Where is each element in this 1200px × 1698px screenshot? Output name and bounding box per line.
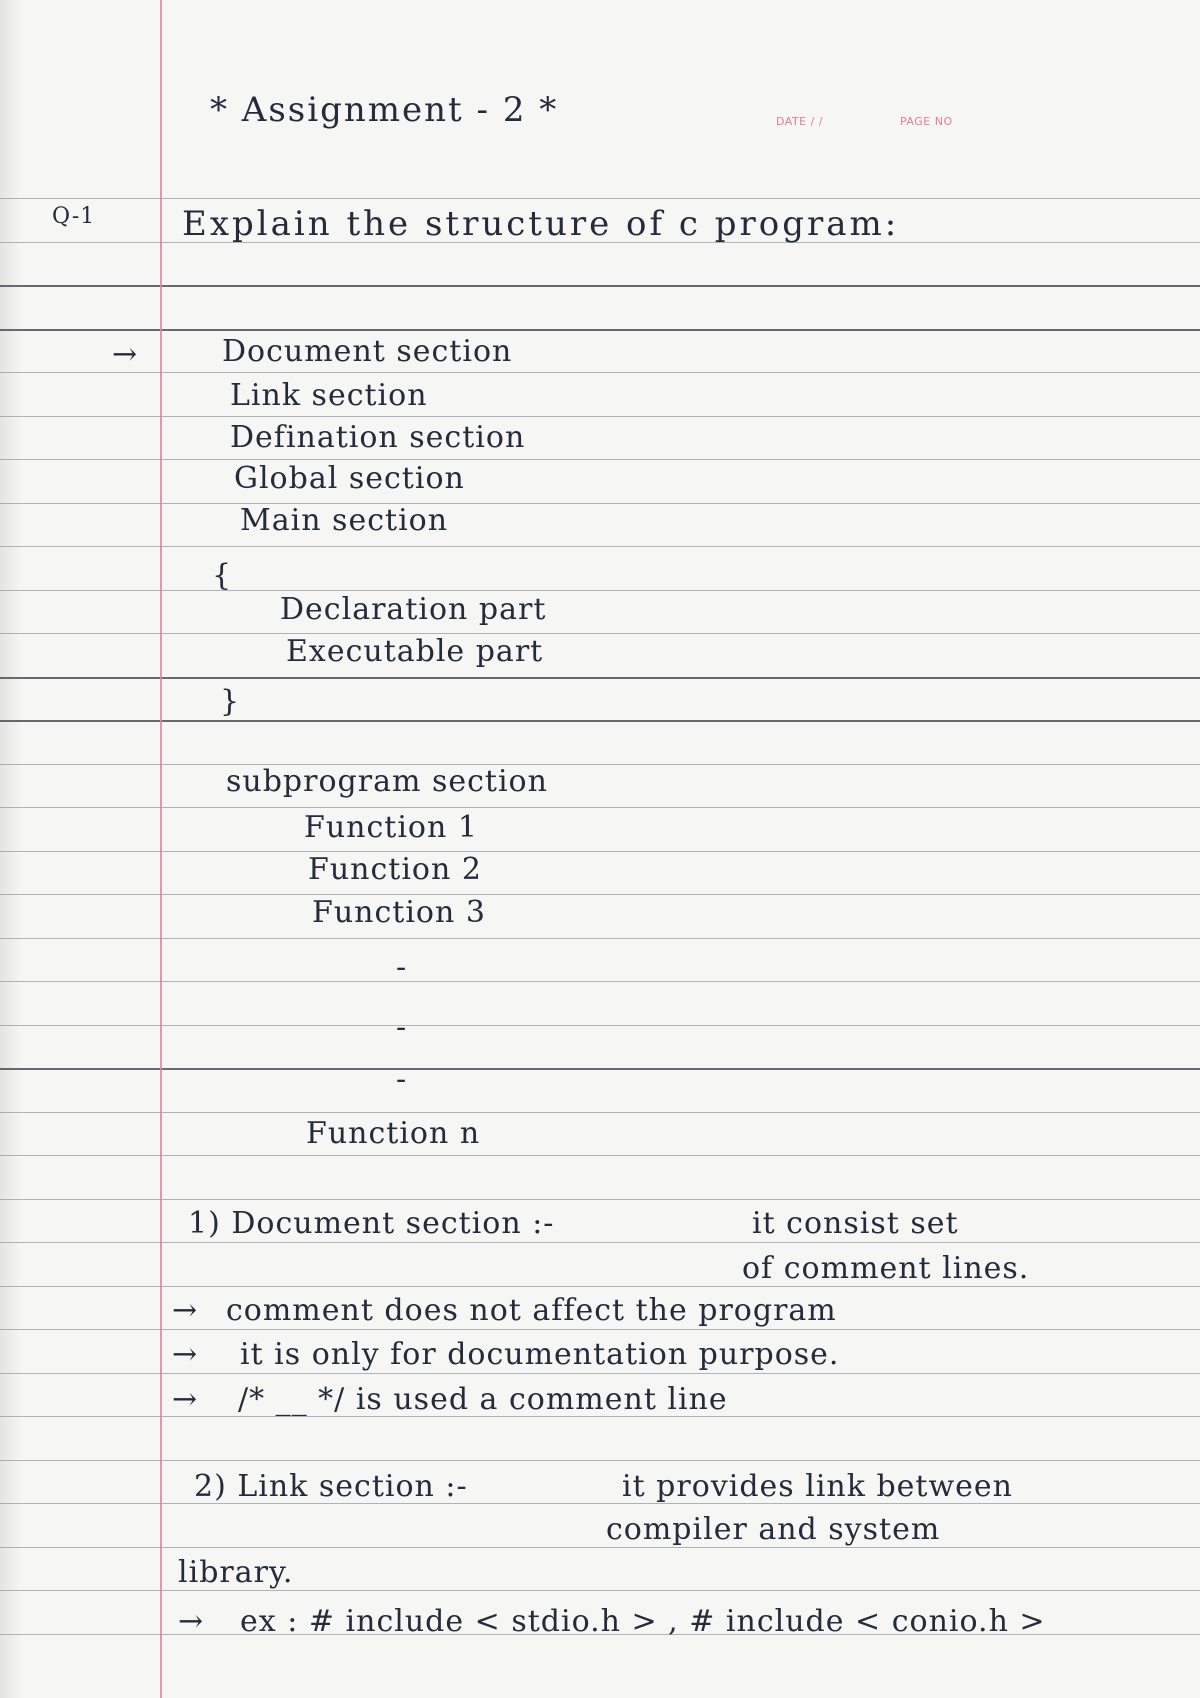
link-section-definition-line1: it provides link between [622,1469,1013,1504]
document-section-heading: 1) Document section :- [188,1206,555,1241]
ruled-line [0,1329,1200,1330]
ruled-line [0,285,1200,287]
ruled-line [0,372,1200,373]
ruled-line [0,1503,1200,1504]
ruled-line [0,459,1200,460]
ruled-line [0,807,1200,808]
function-n: Function n [306,1116,481,1151]
ruled-line [0,1460,1200,1461]
assignment-title: * Assignment - 2 * [210,90,559,130]
ruled-line [0,1112,1200,1113]
ruled-line [0,981,1200,982]
question-text: Explain the structure of c program: [182,204,900,244]
link-section-definition-line3: library. [178,1555,294,1590]
link-section-definition-line2: compiler and system [606,1512,941,1547]
section-document: Document section [222,334,513,369]
section-definition: Defination section [230,420,526,455]
main-declaration-part: Declaration part [280,592,547,627]
ruled-line [0,764,1200,765]
ruled-line [0,1590,1200,1591]
margin-line [160,0,162,1698]
bullet-text: comment does not affect the program [226,1293,837,1328]
date-label: DATE / / [776,115,824,128]
document-section-definition-line1: it consist set [752,1206,959,1241]
bullet-arrow: → [172,1293,199,1328]
ruled-line [0,633,1200,634]
ruled-line [0,851,1200,852]
ruled-line [0,677,1200,679]
main-executable-part: Executable part [286,634,544,669]
ruled-line [0,720,1200,722]
main-close-brace: } [220,684,241,719]
ruled-line [0,1068,1200,1070]
ruled-line [0,1547,1200,1548]
notebook-binding [0,0,22,1698]
ruled-line [0,1199,1200,1200]
ruled-line [0,503,1200,504]
example-arrow: → [178,1604,205,1639]
ruled-line [0,546,1200,547]
ellipsis-dash-3: - [396,1062,408,1097]
document-section-definition-line2: of comment lines. [742,1251,1030,1286]
ruled-line [0,1242,1200,1243]
main-open-brace: { [212,558,233,593]
ruled-line [0,894,1200,895]
ruled-line [0,1155,1200,1156]
ellipsis-dash-2: - [396,1010,408,1045]
ruled-line [0,1373,1200,1374]
section-link: Link section [230,378,428,413]
ellipsis-dash-1: - [396,950,408,985]
bullet-arrow: → [172,1382,199,1417]
link-section-heading: 2) Link section :- [194,1469,468,1504]
page-no-label: PAGE NO [900,115,953,128]
section-global: Global section [234,461,465,496]
ruled-line [0,329,1200,331]
subprogram-section-label: subprogram section [226,764,548,799]
section-main: Main section [240,503,449,538]
bullet-arrow: → [172,1337,199,1372]
ruled-line [0,1025,1200,1026]
bullet-text: /* __ */ is used a comment line [238,1382,728,1417]
function-2: Function 2 [308,852,482,887]
function-1: Function 1 [304,810,478,845]
structure-arrow: → [112,337,139,372]
ruled-line [0,590,1200,591]
question-number: Q-1 [52,204,96,229]
ruled-line [0,938,1200,939]
link-section-example: ex : # include < stdio.h > , # include < conio.h > [240,1604,1046,1639]
function-3: Function 3 [312,895,486,930]
bullet-text: it is only for documentation purpose. [240,1337,840,1372]
ruled-line [0,416,1200,417]
ruled-line [0,198,1200,199]
ruled-line [0,1286,1200,1287]
